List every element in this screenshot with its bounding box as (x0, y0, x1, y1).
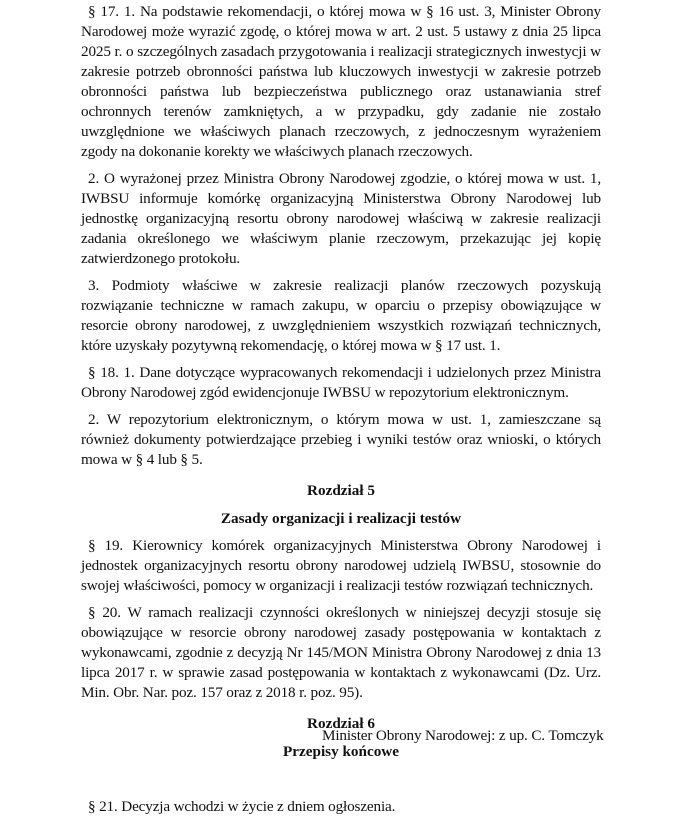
paragraph-18-1: § 18. 1. Dane dotyczące wypracowanych rekomendacji i udzielonych przez Ministra Obrony Narodowej zgód ewidencjonuje IWBSU w repozytorium elektronicznym. (81, 364, 601, 401)
paragraph-20: § 20. W ramach realizacji czynności określonych w niniejszej decyzji stosuje się obowiązujące w resorcie obrony narodowej zasady postępowania w kontaktach z wykonawcami, zgodnie z decyzją Nr 145/MON Ministra Obrony Narodowej z dnia 13 lipca 2017 r. w sprawie zasad postępowania w kontaktach z wykonawcami (Dz. Urz. Min. Obr. Nar. poz. 157 oraz z 2018 r. poz. 95). (81, 604, 601, 701)
chapter-5-heading: Rozdział 5 (307, 482, 375, 499)
paragraph-17-1: § 17. 1. Na podstawie rekomendacji, o której mowa w § 16 ust. 3, Minister Obrony Narodowej może wyrazić zgodę, o której mowa w art. 2 ust. 5 ustawy z dnia 25 lipca 2025 r. o szczególnych zasadach przygotowania i realizacji strategicznych inwestycji w zakresie potrzeb obronności państwa lub kluczowych inwestycji w zakresie potrzeb obronności państwa lub bezpieczeństwa publicznego oraz ustanawiania stref ochronnych terenów zamkniętych, a w przypadku, gdy zadanie nie zostało uwzględnione we właściwych planach rzeczowych, z jednoczesnym wyrażeniem zgody na dokonanie korekty we właściwych planach rzeczowych. (81, 3, 601, 160)
chapter-6-heading: Rozdział 6 (307, 715, 375, 732)
chapter-6-title: Przepisy końcowe (283, 743, 399, 760)
signature: Minister Obrony Narodowej: z up. C. Tomczyk (322, 727, 604, 744)
paragraph-18-2: 2. W repozytorium elektronicznym, o którym mowa w ust. 1, zamieszczane są również dokumenty potwierdzające przebieg i wyniki testów oraz wnioski, o których mowa w § 4 lub § 5. (81, 411, 601, 468)
paragraph-21: § 21. Decyzja wchodzi w życie z dniem ogłoszenia. (88, 798, 396, 815)
paragraph-19: § 19. Kierownicy komórek organizacyjnych Ministerstwa Obrony Narodowej i jednostek organizacyjnych resortu obrony narodowej udzielą IWBSU, stosownie do swojej właściwości, pomocy w organizacji i realizacji testów rozwiązań technicznych. (81, 537, 601, 594)
document-page (81, 2, 601, 824)
paragraph-17-3: 3. Podmioty właściwe w zakresie realizacji planów rzeczowych pozyskują rozwiązanie techniczne w ramach zakupu, w oparciu o przepisy obowiązujące w resorcie obrony narodowej, z uwzględnieniem wszystkich rozwiązań technicznych, które uzyskały pozytywną rekomendację, o której mowa w § 17 ust. 1. (81, 277, 601, 354)
spacer (81, 769, 601, 797)
paragraph-17-2: 2. O wyrażonej przez Ministra Obrony Narodowej zgodzie, o której mowa w ust. 1, IWBSU informuje komórkę organizacyjną Ministerstwa Obrony Narodowej lub jednostkę organizacyjną resortu obrony narodowej właściwą w zakresie realizacji zadania określonego we właściwym planie rzeczowym, przekazując jej kopię zatwierdzonego protokołu. (81, 170, 601, 267)
chapter-5-title: Zasady organizacji i realizacji testów (220, 510, 462, 527)
